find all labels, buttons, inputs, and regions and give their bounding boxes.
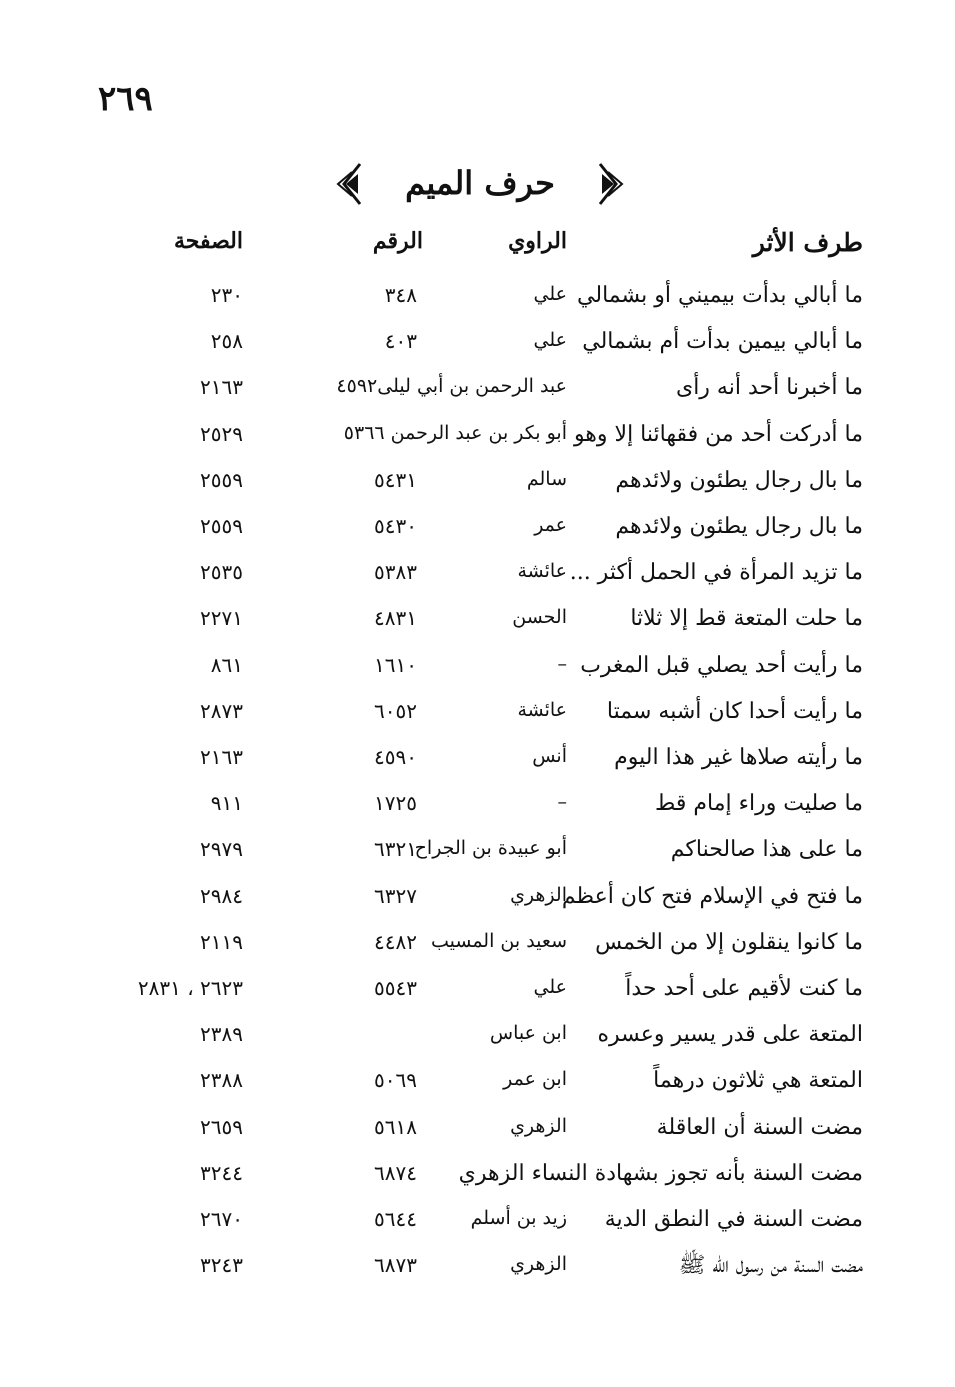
cell-raqm: ١٧٢٥ xyxy=(374,791,417,816)
cell-atr: ما أبالي بيمين بدأت أم بشمالي xyxy=(582,329,863,355)
cell-raqm: ١٦١٠ xyxy=(374,652,417,677)
cell-rawi: الحسن xyxy=(512,606,567,629)
cell-safha: ٣٢٤٤ xyxy=(200,1160,243,1185)
cell-atr: ما كانوا ينقلون إلا من الخمس xyxy=(595,929,863,955)
cell-safha: ٢٨٧٣ xyxy=(200,698,243,723)
cell-raqm: ٥٦٤٤ xyxy=(374,1207,417,1231)
section-header xyxy=(330,160,630,210)
cell-atr: ما بال رجال يطئون ولائدهم xyxy=(615,467,863,493)
cell-rawi: أبو عبيدة بن الجراح xyxy=(414,837,567,860)
table-row xyxy=(0,647,955,687)
cell-atr: مضت السنة أن العاقلة xyxy=(656,1114,863,1140)
header-atr: طرف الأثر xyxy=(752,228,863,257)
cell-raqm: ٤٨٣١ xyxy=(374,606,417,631)
cell-safha: ٢١٦٣ xyxy=(200,375,243,400)
cell-atr: مضت السنة من رسول الله ﷺ xyxy=(678,1253,863,1279)
cell-safha: ٢٦٢٣ ، ٢٨٣١ xyxy=(137,976,243,1000)
table-row xyxy=(0,1016,955,1056)
cell-safha: ٢٩٧٩ xyxy=(200,837,243,862)
cell-rawi: الزهري xyxy=(510,1253,567,1276)
cell-rawi: سالم xyxy=(526,467,567,490)
cell-rawi: زيد بن أسلم xyxy=(470,1207,567,1229)
cell-safha: ٢٥٥٩ xyxy=(200,514,243,538)
ornament-right-icon xyxy=(594,162,630,206)
cell-atr: ما صليت وراء إمام قط xyxy=(655,791,863,817)
cell-atr: ما على هذا صالحناكم xyxy=(670,837,863,863)
table-row xyxy=(0,1062,955,1102)
cell-safha: ٢٣٨٩ xyxy=(200,1022,243,1047)
cell-safha: ٣٢٤٣ xyxy=(200,1253,243,1278)
table-row xyxy=(0,600,955,640)
cell-atr: ما بال رجال يطئون ولائدهم xyxy=(615,514,863,539)
cell-raqm: ٦٠٥٢ xyxy=(374,698,417,723)
cell-raqm: ٥٦١٨ xyxy=(374,1114,417,1139)
page-number: ٢٦٩ xyxy=(98,79,153,119)
cell-safha: ٢٣٨٨ xyxy=(200,1068,243,1093)
cell-rawi: الزهري xyxy=(510,883,567,906)
header-raqm: الرقم xyxy=(372,228,423,254)
cell-atr: ما فتح في الإسلام فتح كان أعظم xyxy=(561,883,863,909)
table-row xyxy=(0,831,955,871)
cell-raqm: ٥٠٦٩ xyxy=(374,1068,417,1093)
table-row xyxy=(0,693,955,733)
cell-atr: ما حلت المتعة قط إلا ثلاثا xyxy=(630,606,863,632)
cell-atr: ما تزيد المرأة في الحمل أكثر ... xyxy=(569,560,863,586)
cell-raqm: ٣٤٨ xyxy=(384,283,417,307)
table-row xyxy=(0,462,955,502)
table-row xyxy=(0,1247,955,1287)
cell-atr: ما رأيت أحدا كان أشبه سمتا xyxy=(606,698,863,724)
header-rawi: الراوي xyxy=(508,228,567,254)
cell-safha: ٢٣٠ xyxy=(210,283,243,307)
cell-safha: ٢٥٥٩ xyxy=(200,467,243,492)
cell-rawi: ابن عمر xyxy=(503,1068,567,1091)
cell-safha: ٢٦٥٩ xyxy=(200,1114,243,1139)
cell-safha: ٢٩٨٤ xyxy=(200,883,243,908)
cell-atr: مضت السنة بأنه تجوز بشهادة النساء الزهري xyxy=(458,1160,863,1186)
table-row xyxy=(0,970,955,1010)
table-row xyxy=(0,323,955,363)
cell-raqm: ٥٣٨٣ xyxy=(374,560,417,585)
cell-atr: ما أبالي بدأت بيميني أو بشمالي xyxy=(577,283,863,308)
table-row xyxy=(0,1109,955,1149)
table-row xyxy=(0,924,955,964)
cell-safha: ٢٥٢٩ xyxy=(200,421,243,446)
cell-rawi: عائشة xyxy=(517,560,567,583)
cell-safha: ٢٦٧٠ xyxy=(200,1207,243,1231)
section-title: حرف الميم xyxy=(405,164,555,202)
table-row xyxy=(0,1201,955,1241)
cell-atr: مضت السنة في النطق الدية xyxy=(604,1207,863,1232)
cell-safha: ٢١٦٣ xyxy=(200,745,243,769)
cell-rawi: الزهري xyxy=(510,1114,567,1137)
cell-rawi: علي xyxy=(533,976,567,998)
cell-rawi: عمر xyxy=(534,514,567,536)
cell-raqm: ٦٨٧٣ xyxy=(374,1253,417,1278)
table-row xyxy=(0,785,955,825)
cell-rawi: – xyxy=(557,652,567,675)
cell-atr: المتعة على قدر يسير وعسره xyxy=(597,1022,863,1048)
table-row xyxy=(0,1155,955,1195)
cell-raqm: ٥٤٣٠ xyxy=(374,514,417,538)
cell-safha: ٢١١٩ xyxy=(200,929,243,954)
cell-raqm: ٤٥٩٠ xyxy=(374,745,417,769)
cell-raqm: ٤٤٨٢ xyxy=(374,929,417,954)
cell-atr: المتعة هي ثلاثون درهماً xyxy=(653,1068,863,1094)
cell-atr: ما أدركت أحد من فقهائنا إلا وهو xyxy=(573,421,863,447)
cell-atr: ما أخبرنا أحد أنه رأى xyxy=(675,375,863,401)
cell-safha: ٩١١ xyxy=(210,791,243,816)
table-row xyxy=(0,416,955,456)
cell-raqm: ٥٤٣١ xyxy=(374,467,417,492)
table-row xyxy=(0,277,955,317)
cell-rawi: علي xyxy=(533,283,567,305)
cell-atr: ما رأيت أحد يصلي قبل المغرب xyxy=(580,652,863,678)
cell-raqm: ٤٠٣ xyxy=(384,329,417,354)
cell-raqm: ٥٥٤٣ xyxy=(374,976,417,1000)
cell-raqm: ٦٣٢١ xyxy=(374,837,417,862)
cell-rawi: عبد الرحمن بن أبي ليلى٤٥٩٢ xyxy=(336,375,567,398)
cell-atr: ما كنت لأقيم على أحد حداً xyxy=(625,976,863,1001)
cell-rawi: – xyxy=(557,791,567,814)
table-row xyxy=(0,739,955,779)
cell-safha: ٢٢٧١ xyxy=(200,606,243,631)
cell-safha: ٢٥٨ xyxy=(210,329,243,354)
cell-safha: ٢٥٣٥ xyxy=(200,560,243,585)
table-row xyxy=(0,508,955,548)
cell-raqm: ٦٣٢٧ xyxy=(374,883,417,908)
cell-raqm: ٦٨٧٤ xyxy=(374,1160,417,1185)
cell-rawi: سعيد بن المسيب xyxy=(430,929,567,952)
cell-rawi: أبو بكر بن عبد الرحمن ٥٣٦٦ xyxy=(343,421,567,444)
cell-rawi: عائشة xyxy=(517,698,567,721)
cell-rawi: علي xyxy=(533,329,567,352)
cell-rawi: ابن عباس xyxy=(489,1022,567,1045)
cell-rawi: أنس xyxy=(532,745,567,767)
table-row xyxy=(0,554,955,594)
cell-atr: ما رأيته صلاها غير هذا اليوم xyxy=(614,745,863,770)
ornament-left-icon xyxy=(330,162,366,206)
header-safha: الصفحة xyxy=(173,228,243,254)
table-row xyxy=(0,369,955,409)
cell-safha: ٨٦١ xyxy=(210,652,243,677)
table-row xyxy=(0,878,955,918)
